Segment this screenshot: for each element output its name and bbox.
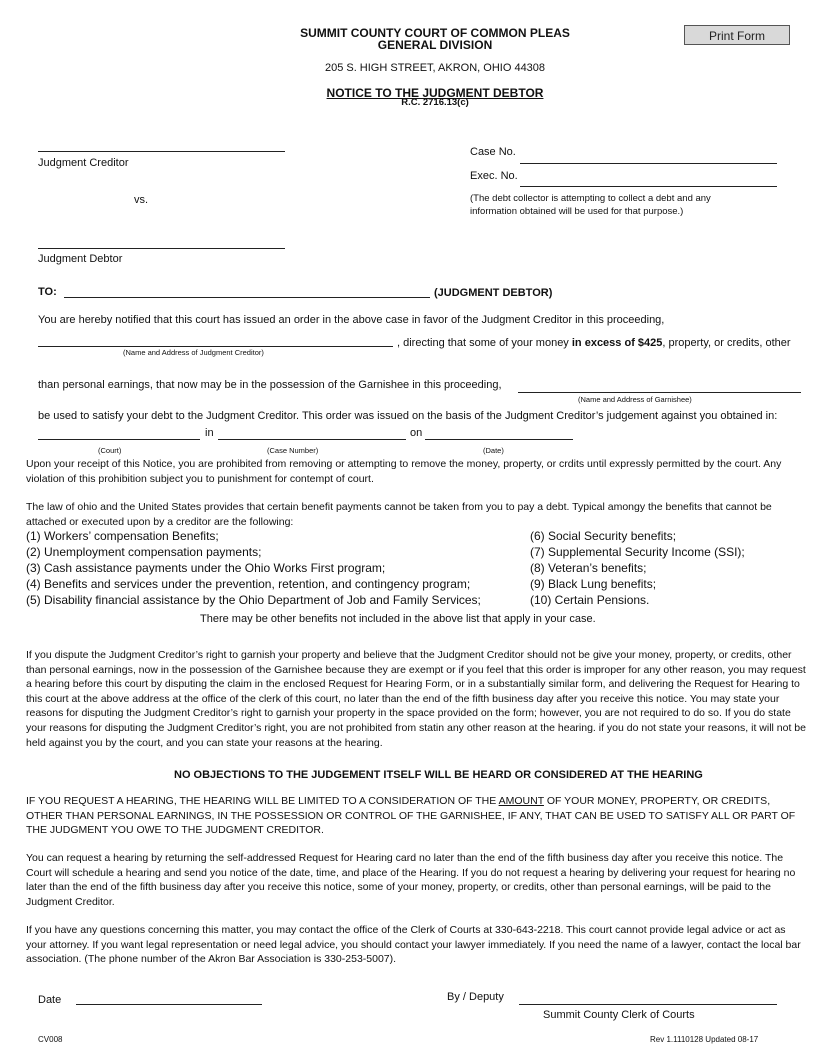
benefit-item: (2) Unemployment compensation payments; — [26, 545, 262, 559]
on-label: on — [410, 427, 423, 439]
benefit-item: (9) Black Lung benefits; — [530, 577, 657, 591]
clerk-of-courts-label: Summit County Clerk of Courts — [543, 1009, 695, 1021]
page-title: NOTICE TO THE JUDGMENT DEBTOR — [326, 86, 544, 100]
court-input[interactable] — [38, 425, 200, 440]
benefit-item: (8) Veteran’s benefits; — [530, 561, 647, 575]
no-objections-heading: NO OBJECTIONS TO THE JUDGEMENT ITSELF WILL BE HEARD OR CONSIDERED AT THE HEARING — [174, 769, 703, 781]
garnishee-name-address-input[interactable] — [518, 378, 801, 393]
versus-label: vs. — [134, 194, 149, 206]
notice-line-4: be used to satisfy your debt to the Judgment Creditor. This order was issued on the basis of the Judgment Creditor’s judgement against you obtained in: — [38, 410, 778, 422]
in-label: in — [205, 427, 214, 439]
benefit-item: (5) Disability financial assistance by the Ohio Department of Job and Family Services; — [26, 593, 481, 607]
request-paragraph: You can request a hearing by returning the self-addressed Request for Hearing card no later than the end of the fifth business day after you receive this notice. The Court will schedule a hearing and send you notice of the date, time, and place of the Hearing. If you do not request a hearing by delivering your request for hearing no later than the end of the fifth business day after you receive this notice, some of your money, property, or credits, other than personal earnings, will be paid to the Judgment Creditor. — [26, 852, 796, 908]
benefit-item: (7) Supplemental Security Income (SSI); — [530, 545, 745, 559]
court-caption: (Court) — [98, 446, 122, 455]
to-debtor-input[interactable] — [64, 283, 430, 298]
excess-amount: in excess of $425 — [571, 337, 663, 349]
division-name: GENERAL DIVISION — [377, 38, 493, 52]
dispute-paragraph: If you dispute the Judgment Creditor’s right to garnish your property and believe that the Judgment Creditor should not be give your money, property, or credits, other than personal earnings, now in the possession of the Garnishee because they are exempt or if you feel that this order is improper for any other reason, you may request a hearing before this court by disputing the claim in the enclosed Request for Hearing Form, or in a substantially similar form, and delivering the Request for Hearing to this court at the above address at the office of the clerk of this court, no later than the end of the fifth business day after you receive this notice. You may state your reasons for disputing the Judgment Creditor’s right to garnish your property in the space provided on the form; however, you are not required to do so. If you do state your reasons for disputing the Judgment Creditor’s right, you are not prohibited from statin any other reason at the hearing. if you do not state your reasons, it will not be held against you by the court, and you can state your reasons at the hearing. — [26, 649, 806, 749]
judgment-debtor-input[interactable] — [38, 234, 285, 249]
judgment-creditor-input[interactable] — [38, 137, 285, 152]
date-input[interactable] — [425, 425, 573, 440]
benefit-item: (10) Certain Pensions. — [530, 593, 650, 607]
other-benefits-note: There may be other benefits not included in the above list that apply in your case. — [200, 613, 596, 625]
by-deputy-label: By / Deputy — [447, 991, 504, 1003]
judgment-creditor-label: Judgment Creditor — [38, 157, 129, 169]
case-no-input[interactable] — [520, 149, 777, 164]
revision-label: Rev 1.1110128 Updated 08-17 — [650, 1035, 759, 1044]
garnishee-caption: (Name and Address of Garnishee) — [578, 395, 692, 404]
benefit-item: (1) Workers’ compensation Benefits; — [26, 529, 219, 543]
signature-date-input[interactable] — [76, 990, 262, 1005]
print-form-button[interactable]: Print Form — [684, 25, 790, 45]
case-number-caption: (Case Number) — [267, 446, 319, 455]
benefit-item: (6) Social Security benefits; — [530, 529, 677, 543]
exec-no-label: Exec. No. — [470, 170, 518, 182]
date-label: Date — [38, 994, 62, 1006]
case-number-input[interactable] — [218, 425, 406, 440]
form-id: CV008 — [38, 1035, 63, 1044]
date-caption: (Date) — [483, 446, 504, 455]
case-no-label: Case No. — [470, 146, 516, 158]
questions-paragraph: If you have any questions concerning this matter, you may contact the office of the Clerk of Courts at 330-643-2218. This court cannot provide legal advice or act as your attorney. If you want legal representation or need legal advice, you should contact your lawyer immediately. If you need the name of a lawyer, contact the local bar association. (The phone number of the Akron Bar Association is 330-253-5007). — [26, 924, 801, 966]
court-name: SUMMIT COUNTY COURT OF COMMON PLEAS — [300, 26, 570, 40]
collector-note-line-1: (The debt collector is attempting to collect a debt and any — [470, 193, 711, 204]
to-label: TO: — [38, 286, 57, 298]
statute-reference: R.C. 2716.13(c) — [401, 97, 469, 108]
benefit-item: (3) Cash assistance payments under the Ohio Works First program; — [26, 561, 386, 575]
exec-no-input[interactable] — [520, 172, 777, 187]
creditor-caption: (Name and Address of Judgment Creditor) — [123, 348, 264, 357]
judgment-debtor-label: Judgment Debtor — [38, 253, 123, 265]
notice-line-1: You are hereby notified that this court has issued an order in the above case in favor of the Judgment Creditor in this proceeding, — [38, 314, 665, 326]
law-paragraph: The law of ohio and the United States provides that certain benefit payments cannot be taken from you to pay a debt. Typical amongy the benefits that cannot be attached or executed upon by a creditor are the following: — [26, 501, 772, 528]
hearing-limit-paragraph: IF YOU REQUEST A HEARING, THE HEARING WILL BE LIMITED TO A CONSIDERATION OF THE AMOUNT OF YOUR MONEY, PROPERTY, OR CREDITS, OTHER THAN PERSONAL EARNINGS, IN THE POSSESSION OR CONTROL OF THE GARNISHEE, IF ANY, THAT CAN BE USED TO SATISFY ALL OR PART OF THE JUDGMENT YOU OWE TO THE JUDGMENT CREDITOR. — [26, 795, 796, 837]
benefit-item: (4) Benefits and services under the prevention, retention, and contingency program; — [26, 577, 471, 591]
notice-line-2: , directing that some of your money in excess of $425, property, or credits, other — [397, 337, 791, 349]
amount-emphasis: AMOUNT — [498, 795, 544, 807]
notice-line-3: than personal earnings, that now may be in the possession of the Garnishee in this proceeding, — [38, 379, 502, 391]
deputy-signature-input[interactable] — [519, 990, 777, 1005]
receipt-paragraph: Upon your receipt of this Notice, you are prohibited from removing or attempting to remove the money, property, or crdits until expressly permitted by the court. Any violation of this prohibition subject you to punishment for contempt of court. — [26, 458, 782, 485]
judgment-debtor-tag: (JUDGMENT DEBTOR) — [434, 287, 553, 299]
creditor-name-address-input[interactable] — [38, 332, 393, 347]
court-address: 205 S. HIGH STREET, AKRON, OHIO 44308 — [324, 62, 546, 74]
collector-note-line-2: information obtained will be used for that purpose.) — [470, 206, 684, 217]
